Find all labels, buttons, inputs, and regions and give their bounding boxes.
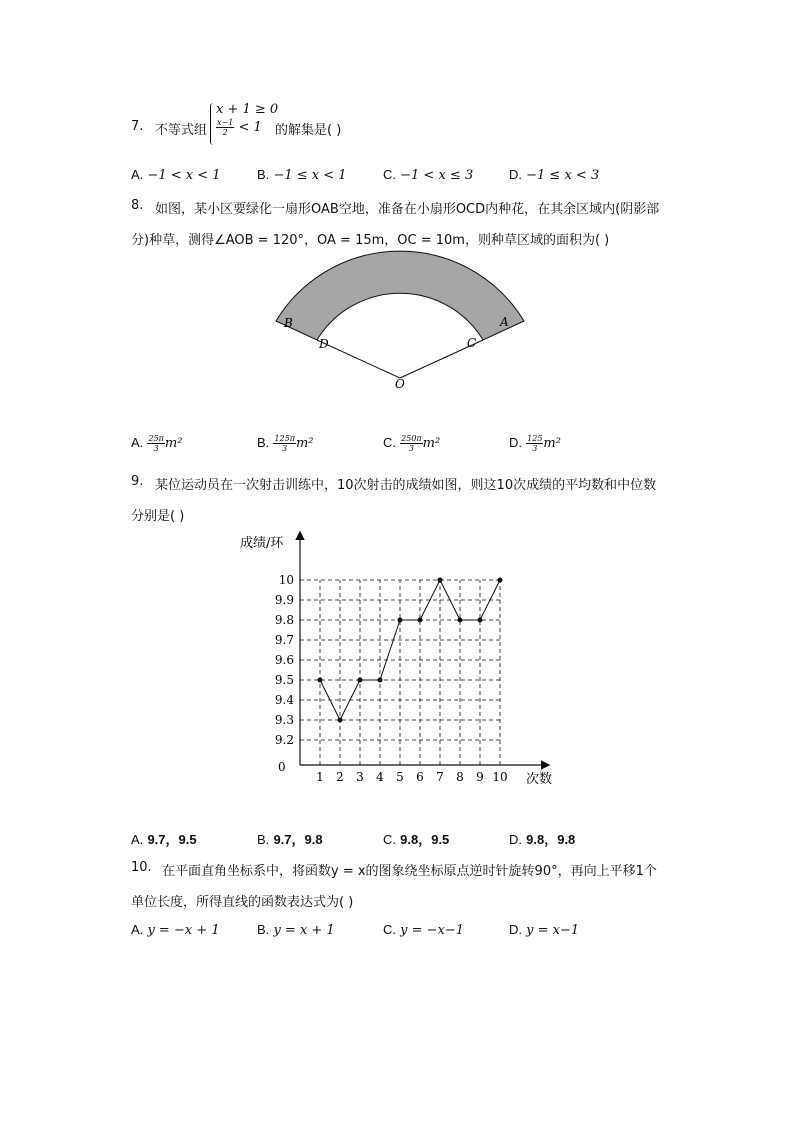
q7-number: 7. — [131, 119, 144, 134]
x-tick-label: 8 — [456, 770, 464, 784]
label-c: C — [467, 336, 477, 350]
q8-line1: 如图，某小区要绿化一扇形OAB空地，准备在小扇形OCD内种花，在其余区域内(阴影部 — [155, 202, 660, 217]
q10-option-c[interactable]: C. y = −x−1 — [383, 922, 465, 938]
label-a: A — [500, 315, 509, 329]
q8-option-b[interactable]: B. $\frac{125\pi}{3}$ m² — [257, 434, 314, 453]
x-tick-label: 6 — [416, 770, 424, 784]
data-point — [418, 618, 423, 623]
data-point — [358, 678, 363, 683]
x-tick-label: 5 — [396, 770, 404, 784]
chart-series — [318, 578, 503, 723]
data-point — [478, 618, 483, 623]
y-tick-label: 9.5 — [274, 673, 294, 687]
data-point — [498, 578, 503, 583]
sector-figure — [270, 245, 530, 395]
q7-option-c[interactable]: C. −1 < x ≤ 3 — [383, 167, 474, 183]
chart-grid — [300, 580, 500, 765]
x-tick-label: 7 — [436, 770, 444, 784]
x-tick-label: 1 — [316, 770, 324, 784]
q7-brace — [210, 103, 215, 145]
y-tick-label: 9.4 — [274, 693, 294, 707]
y-tick-label: 9.6 — [274, 653, 294, 667]
data-point — [378, 678, 383, 683]
q7-prefix: 不等式组 — [155, 123, 208, 138]
x-tick-label: 3 — [356, 770, 364, 784]
q7-option-b[interactable]: B. −1 ≤ x < 1 — [257, 167, 347, 183]
data-point — [438, 578, 443, 583]
q7-suffix: 的解集是( ) — [275, 123, 342, 138]
y-tick-label: 9.9 — [274, 593, 294, 607]
origin-label: 0 — [278, 760, 286, 774]
q8-option-c[interactable]: C. $\frac{250\pi}{3}$ m² — [383, 434, 441, 453]
y-tick-label: 9.2 — [274, 733, 294, 747]
y-tick-label: 9.8 — [274, 613, 294, 627]
q8-option-d[interactable]: D. $\frac{125}{3}$ m² — [509, 434, 561, 453]
label-b: B — [284, 316, 293, 330]
q10-line2: 单位长度，所得直线的函数表达式为( ) — [131, 895, 354, 910]
q7-option-a[interactable]: A. −1 < x < 1 — [131, 167, 221, 183]
y-axis-label: 成绩/环 — [240, 536, 284, 551]
x-tick-label: 4 — [376, 770, 384, 784]
q8-option-a[interactable]: A. $\frac{25\pi}{3}$ m² — [131, 434, 183, 453]
q7-ineq2: $\frac{x-1}{2}$ < 1 — [217, 118, 262, 137]
y-tick-label: 9.3 — [274, 713, 294, 727]
q10-option-d[interactable]: D. y = x−1 — [509, 922, 580, 938]
x-tick-label: 9 — [476, 770, 484, 784]
q9-option-b[interactable]: B. 9.7，9.8 — [257, 832, 323, 847]
q9-option-c[interactable]: C. 9.8，9.5 — [383, 832, 450, 847]
q10-number: 10. — [131, 860, 152, 875]
q8-number: 8. — [131, 198, 144, 213]
q7-ineq1: x + 1 ≥ 0 — [216, 102, 279, 117]
data-point — [338, 718, 343, 723]
y-tick-label: 10 — [278, 573, 294, 587]
q10-option-a[interactable]: A. y = −x + 1 — [131, 922, 220, 938]
radius-od — [317, 340, 400, 378]
data-point — [398, 618, 403, 623]
x-tick-labels — [316, 770, 507, 784]
q9-line2: 分别是( ) — [131, 509, 185, 524]
series-line — [320, 580, 500, 720]
q10-option-b[interactable]: B. y = x + 1 — [257, 922, 335, 938]
score-line-chart — [230, 525, 570, 795]
q9-option-a[interactable]: A. 9.7，9.5 — [131, 832, 197, 847]
q10-line1: 在平面直角坐标系中，将函数y = x的图象绕坐标原点逆时针旋转90°，再向上平移1个 — [162, 864, 657, 879]
x-tick-label: 2 — [336, 770, 344, 784]
grass-region — [276, 251, 524, 340]
q9-line1: 某位运动员在一次射击训练中，10次射击的成绩如图，则这10次成绩的平均数和中位数 — [155, 478, 657, 493]
x-axis-label: 次数 — [526, 772, 553, 787]
label-d: D — [319, 337, 329, 351]
q8-line2: 分)种草，测得∠AOB = 120°，OA = 15m，OC = 10m，则种草区域的面积为( ) — [131, 233, 610, 248]
y-tick-labels — [275, 573, 294, 747]
data-point — [318, 678, 323, 683]
data-point — [458, 618, 463, 623]
label-o: O — [395, 377, 405, 391]
x-tick-label: 10 — [492, 770, 508, 784]
y-tick-label: 9.7 — [274, 633, 294, 647]
q7-option-d[interactable]: D. −1 ≤ x < 3 — [509, 167, 600, 183]
q9-number: 9. — [131, 474, 144, 489]
q9-option-d[interactable]: D. 9.8，9.8 — [509, 832, 576, 847]
